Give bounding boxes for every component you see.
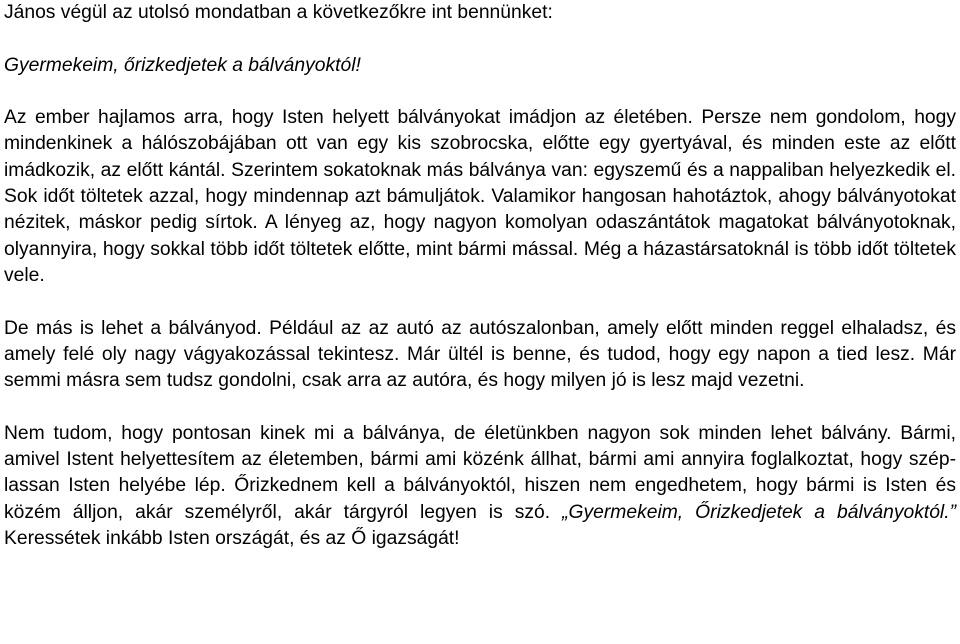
spacer — [4, 394, 956, 420]
paragraph-3-text-before: Nem tudom, hogy pontosan kinek mi a bálványa, de életünkben nagyon sok minden lehet bálvány. Bármi, amivel Istent helyettesítem az életemben, bármi ami közénk állhat, bármi ami annyira foglalkoztat, hogy szép-lassan Isten helyébe lép. Őrizkednem kell a bálványoktól, hiszen nem engedhetem, hogy bármi is Isten és közém álljon, akár személyről, akár tárgyról legyen is szó. — [4, 422, 956, 523]
paragraph-1: Az ember hajlamos arra, hogy Isten helyett bálványokat imádjon az életében. Persze nem gondolom, hogy mindenkinek a hálószobájában ott van egy kis szobrocska, előtte egy gyertyával, és minden este az előtt imádkozik, az előtt kántál. Szerintem sokatoknak más bálványa van: egyszemű és a nappaliban helyezkedik el. Sok időt töltetek azzal, hogy mindennap azt bámuljátok. Valamikor hangosan hahotáztok, ahogy bálványotokat nézitek, máskor pedig sírtok. A lényeg az, hogy nagyon komolyan odaszántátok magatokat bálványotoknak, olyannyira, hogy sokkal több időt töltetek előtte, mint bármi mással. Még a házastársatoknál is több időt töltetek vele. — [4, 107, 956, 286]
paragraph-3 — [4, 421, 956, 552]
quote-line: Gyermekeim, őrizkedjetek a bálványoktól! — [4, 54, 361, 76]
spacer — [4, 79, 956, 105]
paragraph-2: De más is lehet a bálványod. Például az az autó az autószalonban, amely előtt minden reggel elhaladsz, és amely felé oly nagy vágyakozással tekintesz. Már ültél is benne, és tudod, hogy egy napon a tied lesz. Már semmi másra sem tudsz gondolni, csak arra az autóra, és hogy milyen jó is lesz majd vezetni. — [4, 317, 956, 392]
intro-line: János végül az utolsó mondatban a következőkre int bennünket: — [4, 2, 553, 23]
spacer — [4, 289, 956, 315]
paragraph-3-quote: „Gyermekeim, Őrizkedjetek a bálványoktól.” — [562, 501, 956, 523]
paragraph-3-text-after: Keressétek inkább Isten országát, és az Ő igazságát! — [4, 527, 460, 549]
spacer — [4, 26, 956, 52]
